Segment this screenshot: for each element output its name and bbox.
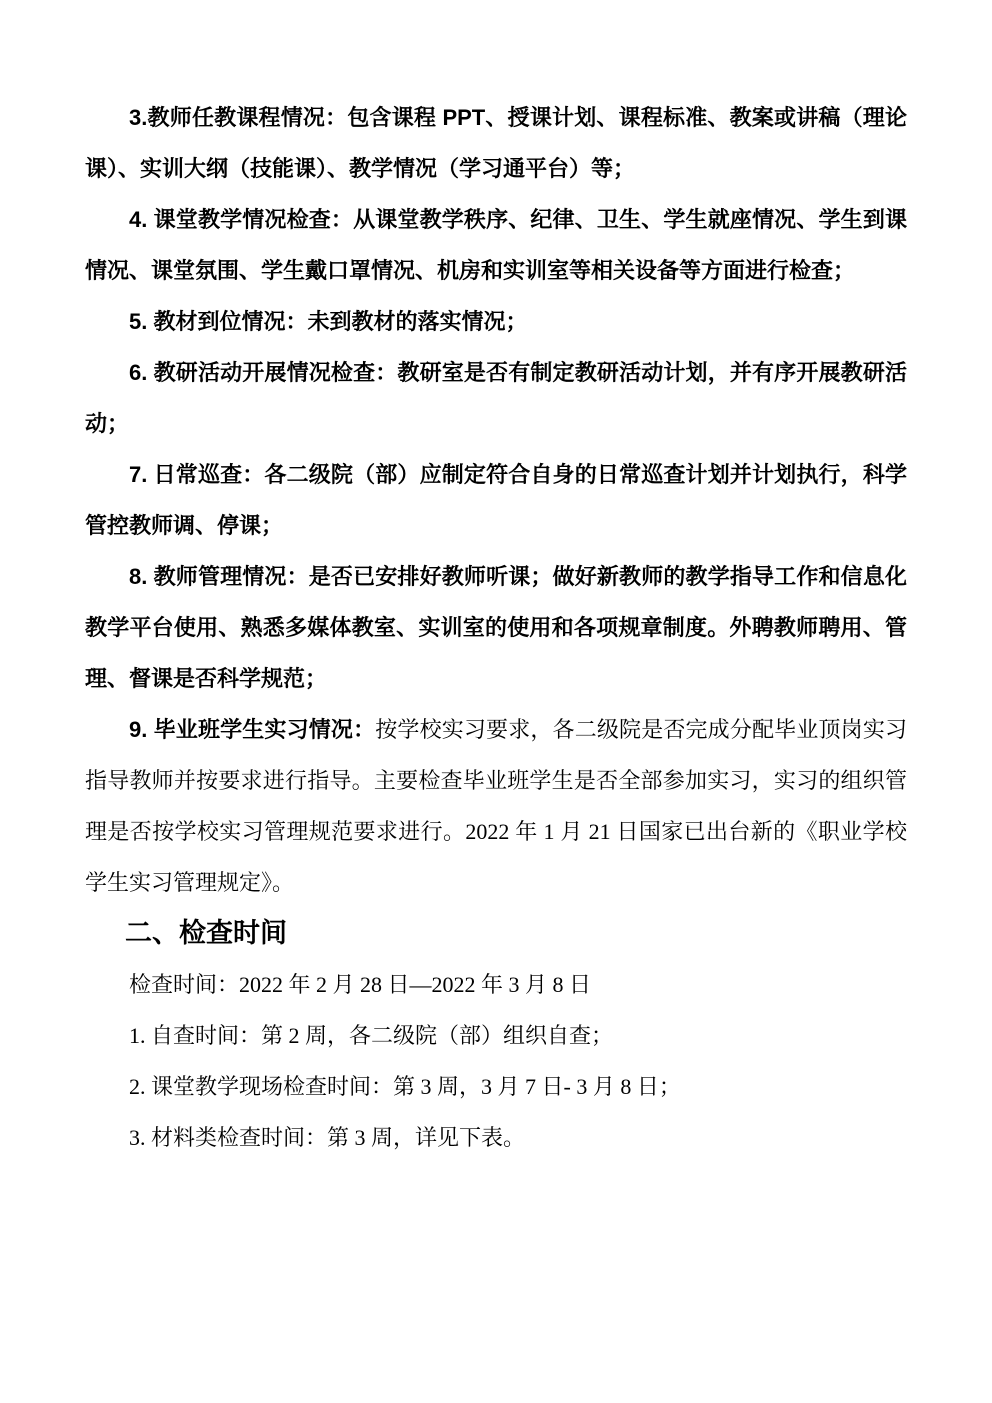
- paragraph-item-7: 7. 日常巡查：各二级院（部）应制定符合自身的日常巡查计划并计划执行，科学管控教师调、停课；: [85, 462, 907, 538]
- paragraph-item-6: 6. 教研活动开展情况检查：教研室是否有制定教研活动计划，并有序开展教研活动；: [85, 360, 907, 436]
- paragraph-item-5: 5. 教材到位情况：未到教材的落实情况；: [129, 309, 528, 334]
- paragraph-item-9: [85, 704, 907, 908]
- document-content: [85, 92, 907, 1163]
- paragraph-item-9-body: 按学校实习要求，各二级院是否完成分配毕业顶岗实习指导教师并按要求进行指导。主要检查毕业班学生是否全部参加实习，实习的组织管理是否按学校实习管理规范要求进行。2022 年 1 月 21 日国家已出台新的《职业学校学生实习管理规定》。: [85, 717, 907, 895]
- paragraph-item-8: 8. 教师管理情况：是否已安排好教师听课；做好新教师的教学指导工作和信息化教学平台使用、熟悉多媒体教室、实训室的使用和各项规章制度。外聘教师聘用、管理、督课是否科学规范；: [85, 564, 907, 691]
- paragraph-item-9-lead: 9. 毕业班学生实习情况：: [129, 717, 376, 742]
- inspection-time-range-line: 检查时间：2022 年 2 月 28 日—2022 年 3 月 8 日: [129, 972, 592, 997]
- section-2-heading: 二、检查时间: [125, 918, 287, 948]
- classroom-check-time-line: 2. 课堂教学现场检查时间：第 3 周，3 月 7 日- 3 月 8 日；: [129, 1074, 681, 1099]
- paragraph-item-4: 4. 课堂教学情况检查：从课堂教学秩序、纪律、卫生、学生就座情况、学生到课情况、课堂氛围、学生戴口罩情况、机房和实训室等相关设备等方面进行检查；: [85, 207, 907, 283]
- paragraph-item-3: 3.教师任教课程情况：包含课程 PPT、授课计划、课程标准、教案或讲稿（理论课）、实训大纲（技能课）、教学情况（学习通平台）等；: [85, 105, 907, 181]
- material-check-time-line: 3. 材料类检查时间：第 3 周，详见下表。: [129, 1125, 526, 1150]
- self-check-time-line: 1. 自查时间：第 2 周，各二级院（部）组织自查；: [129, 1023, 614, 1048]
